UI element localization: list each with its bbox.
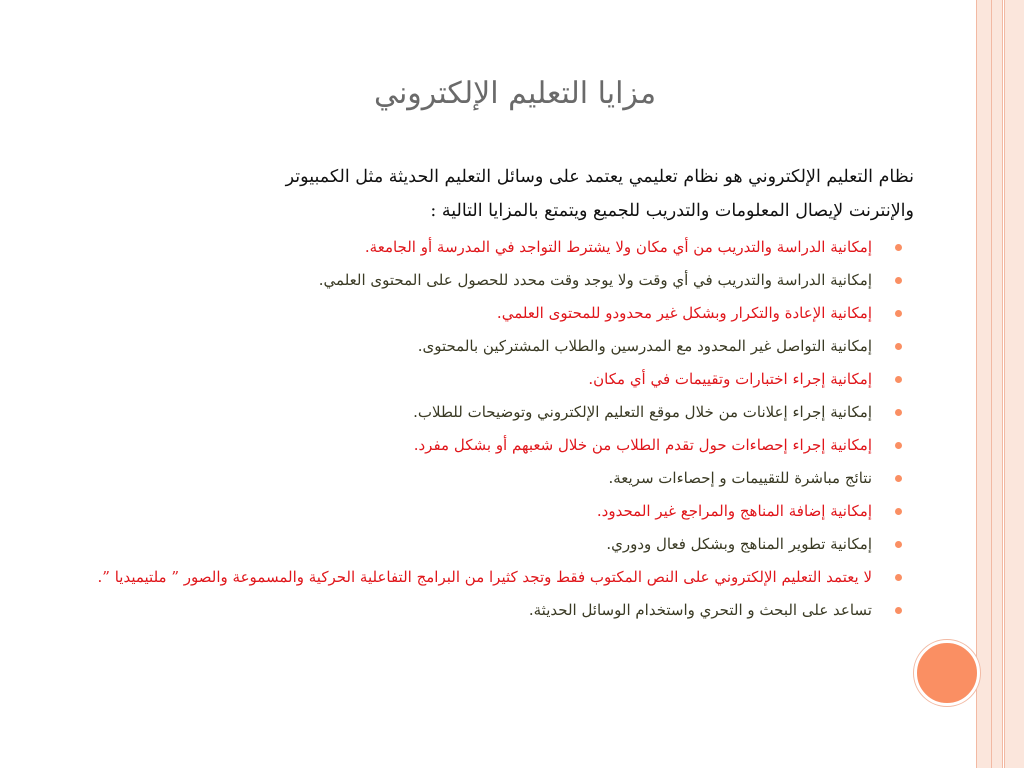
- bullet-text: إمكانية إضافة المناهج والمراجع غير المحدود.: [596, 502, 872, 520]
- decorative-stripe: [992, 0, 1003, 768]
- bullet-item: [54, 496, 874, 529]
- bullet-dot-icon: [895, 475, 902, 482]
- bullet-dot-icon: [895, 343, 902, 350]
- bullet-text: نتائج مباشرة للتقييمات و إحصاءات سريعة.: [608, 469, 872, 487]
- bullet-dot-icon: [895, 541, 902, 548]
- bullet-text: إمكانية إجراء إعلانات من خلال موقع التعليم الإلكتروني وتوضيحات للطلاب.: [413, 403, 872, 421]
- decorative-circle: [914, 640, 980, 706]
- slide-title: مزايا التعليم الإلكتروني: [373, 76, 657, 111]
- bullet-item: [54, 397, 874, 430]
- bullet-item: [54, 331, 874, 364]
- intro-line: نظام التعليم الإلكتروني هو نظام تعليمي يعتمد على وسائل التعليم الحديثة مثل الكمبيوتر: [285, 167, 914, 187]
- bullet-text: إمكانية الدراسة والتدريب في أي وقت ولا يوجد وقت محدد للحصول على المحتوى العلمي.: [318, 271, 872, 289]
- bullet-item: [54, 463, 874, 496]
- bullet-item: [54, 364, 874, 397]
- bullet-item: [54, 595, 874, 628]
- bullet-dot-icon: [895, 574, 902, 581]
- bullet-text: إمكانية الدراسة والتدريب من أي مكان ولا يشترط التواجد في المدرسة أو الجامعة.: [364, 238, 872, 256]
- bullet-dot-icon: [895, 508, 902, 515]
- bullet-text: إمكانية إجراء اختبارات وتقييمات في أي مكان.: [588, 370, 872, 388]
- bullet-item: [54, 298, 874, 331]
- bullet-dot-icon: [895, 277, 902, 284]
- intro-line: والإنترنت لإيصال المعلومات والتدريب للجميع ويتمتع بالمزايا التالية :: [430, 201, 914, 221]
- bullet-dot-icon: [895, 442, 902, 449]
- bullet-item: [54, 430, 874, 463]
- decorative-stripe: [976, 0, 992, 768]
- bullet-dot-icon: [895, 376, 902, 383]
- bullet-item: [54, 529, 874, 562]
- decorative-stripe: [1004, 0, 1024, 768]
- bullet-text: إمكانية تطوير المناهج وبشكل فعال ودوري.: [606, 535, 872, 553]
- bullet-item: [54, 562, 874, 595]
- bullet-text: لا يعتمد التعليم الإلكتروني على النص المكتوب فقط وتجد كثيرا من البرامج التفاعلية الحركية والمسموعة والصور ” ملتيميديا ”.: [97, 568, 872, 586]
- bullet-dot-icon: [895, 409, 902, 416]
- bullet-text: إمكانية الإعادة والتكرار وبشكل غير محدودو للمحتوى العلمي.: [496, 304, 872, 322]
- bullet-dot-icon: [895, 244, 902, 251]
- bullet-list: [54, 232, 874, 628]
- bullet-text: إمكانية التواصل غير المحدود مع المدرسين والطلاب المشتركين بالمحتوى.: [417, 337, 872, 355]
- intro-paragraph: [114, 160, 914, 228]
- bullet-dot-icon: [895, 310, 902, 317]
- bullet-text: تساعد على البحث و التحري واستخدام الوسائل الحديثة.: [528, 601, 872, 619]
- bullet-item: [54, 265, 874, 298]
- bullet-item: [54, 232, 874, 265]
- bullet-dot-icon: [895, 607, 902, 614]
- bullet-text: إمكانية إجراء إحصاءات حول تقدم الطلاب من خلال شعبهم أو بشكل مفرد.: [413, 436, 872, 454]
